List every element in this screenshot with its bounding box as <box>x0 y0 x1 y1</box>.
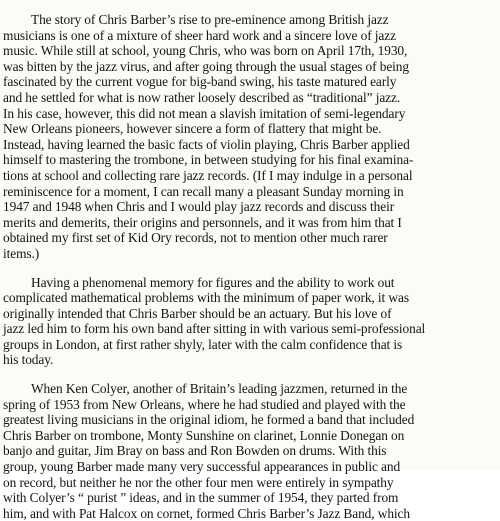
paragraph-1 <box>3 12 495 262</box>
text-line: Having a phenomenal memory for figures and the ability to work out <box>31 274 395 290</box>
text-line: 1947 and 1948 when Chris and I would play jazz records and discuss their <box>3 199 395 215</box>
paragraph-gap <box>3 262 495 275</box>
text-line: greatest living musicians in the original idiom, he formed a band that included <box>3 412 415 428</box>
text-line: musicians is one of a mixture of sheer hard work and a sincere love of jazz <box>3 27 396 43</box>
text-line: on record, but neither he nor the other four men were entirely in sympathy <box>3 474 394 490</box>
text-line: tions at school and collecting rare jazz records. (If I may indulge in a personal <box>3 167 413 183</box>
paragraph-3 <box>3 381 495 521</box>
text-line: group, young Barber made many very successful appearances in public and <box>3 459 401 475</box>
text-line: reminiscence for a moment, I can recall many a pleasant Sunday morning in <box>3 183 404 199</box>
paragraph-2 <box>3 275 495 369</box>
text-line: In his case, however, this did not mean a slavish imitation of semi-legendary <box>3 105 406 121</box>
text-line: Instead, having learned the basic facts of violin playing, Chris Barber applied <box>3 136 410 152</box>
text-line: complicated mathematical problems with the minimum of paper work, it was <box>3 290 409 306</box>
text-line: music. While still at school, young Chris, who was born on April 17th, 1930, <box>3 43 408 59</box>
text-line: fascinated by the current vogue for big-band swing, his taste matured early <box>3 74 397 90</box>
text-line: his today. <box>3 352 54 368</box>
body-text <box>3 12 495 521</box>
paragraph-gap <box>3 368 495 381</box>
text-line: Chris Barber on trombone, Monty Sunshine on clarinet, Lonnie Donegan on <box>3 427 405 443</box>
text-line: was bitten by the jazz virus, and after going through the usual stages of being <box>3 58 409 74</box>
text-line: The story of Chris Barber’s rise to pre-eminence among British jazz <box>31 12 389 27</box>
text-line: spring of 1953 from New Orleans, where he had studied and played with the <box>3 396 406 412</box>
text-line: jazz led him to form his own band after sitting in with various semi-professional <box>3 321 426 337</box>
text-line: groups in London, at first rather shyly, later with the calm confidence that is <box>3 336 403 352</box>
text-line: banjo and guitar, Jim Bray on bass and Ron Bowden on drums. With this <box>3 443 387 459</box>
text-line: and he settled for what is now rather loosely described as “traditional” jazz. <box>3 89 401 105</box>
text-line: When Ken Colyer, another of Britain’s leading jazzmen, returned in the <box>31 381 408 397</box>
text-line: with Colyer’s “ purist ” ideas, and in the summer of 1954, they parted from <box>3 490 399 506</box>
text-line: him, and with Pat Halcox on cornet, formed Chris Barber’s Jazz Band, which <box>3 505 410 521</box>
text-line: merits and demerits, their origins and personnels, and it was from him that I <box>3 214 402 230</box>
text-line: items.) <box>3 245 40 261</box>
text-line: himself to mastering the trombone, in between studying for his final examina- <box>3 152 414 168</box>
text-line: New Orleans pioneers, however sincere a form of flattery that might be. <box>3 121 382 137</box>
text-line: obtained my first set of Kid Ory records, not to mention other much rarer <box>3 230 388 246</box>
text-line: originally intended that Chris Barber should be an actuary. But his love of <box>3 305 392 321</box>
